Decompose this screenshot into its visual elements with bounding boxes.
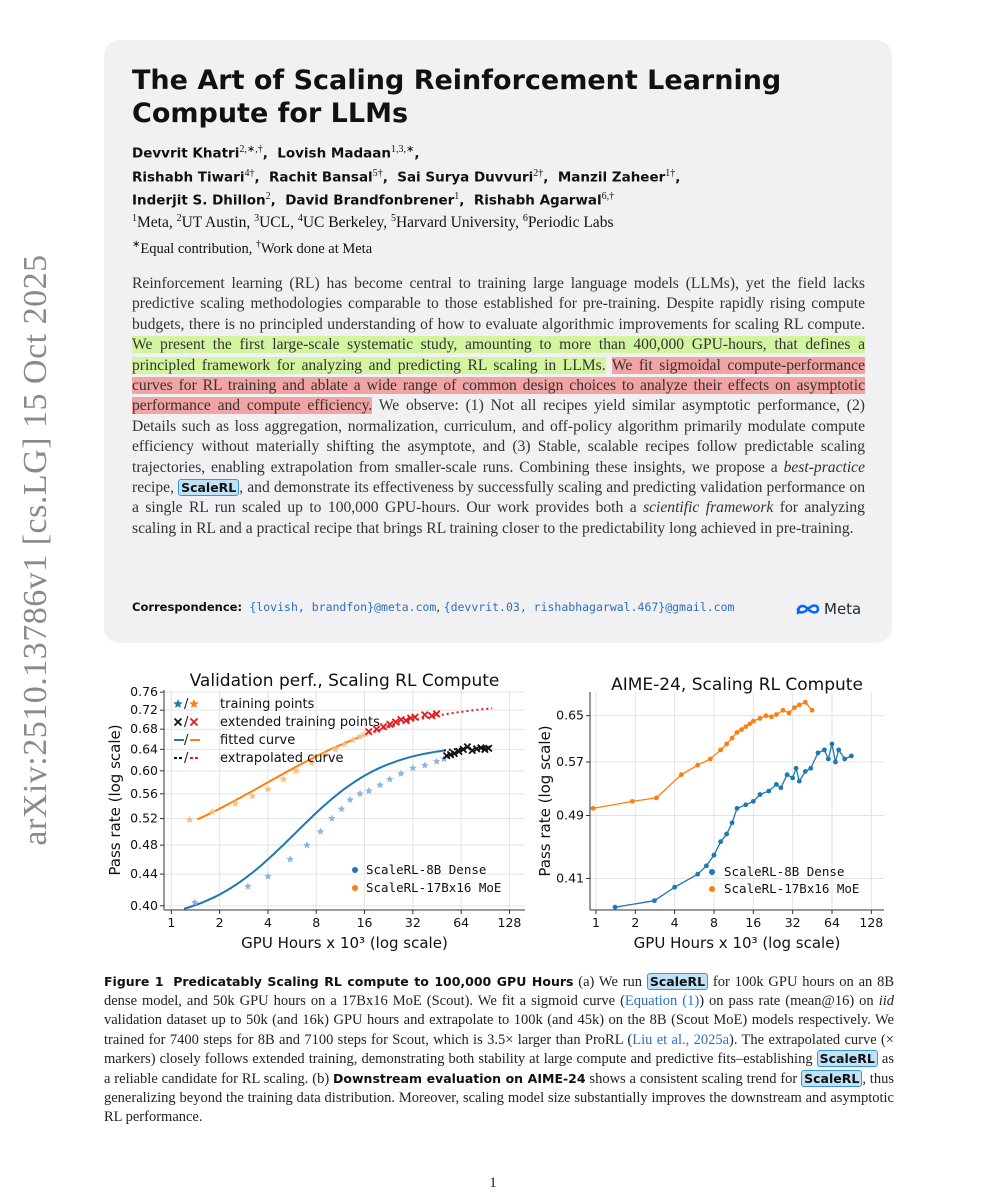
data-point-moe [739,727,744,732]
y-tick-label: 0.56 [130,785,158,801]
x-axis-label: GPU Hours x 10³ (log scale) [241,934,448,952]
highlight-red: We fit sigmoidal compute-performance curves for RL training and ablate a wide range of common design choices to analyze their effects on asymptotic performance and compute efficiency. [132,356,865,415]
legend-label: training points [220,697,315,712]
author: David Brandfonbrener [285,192,455,209]
legend-dot [709,886,715,892]
highlight-green: We present the first large-scale systematic study, amounting to more than 400,000 GPU-hours, that defines a principled framework for analyzing and predicting RL scaling in LLMs. [132,336,865,374]
chart-aime24 [534,664,894,956]
data-point-dense [712,853,717,858]
affiliation: Harvard University [395,214,516,232]
training-point-dense [433,758,441,765]
training-point-dense [286,855,294,862]
author: Rishabh Agarwal [473,192,602,209]
data-point-moe [735,730,740,735]
data-point-dense [808,766,813,771]
series-line-moe [593,702,812,808]
legend-star-moe [189,699,199,708]
data-point-moe [654,796,659,801]
training-point-moe [349,736,357,743]
equation-link[interactable]: Equation (1) [624,993,700,1010]
data-point-dense [718,839,723,844]
x-tick-label: 4 [670,915,679,930]
affiliation: Meta [137,214,169,232]
data-point-dense [849,754,854,759]
data-point-moe [787,711,792,716]
email-link[interactable]: {devvrit.03, rishabhagarwal.467}@gmail.com [443,600,735,614]
y-tick-label: 0.68 [130,721,158,737]
training-point-dense [317,828,325,835]
training-point-dense [346,796,354,803]
affiliations: $^1$Meta, $^2$UT Austin, $^3$UCL, $^4$UC Berkeley, $^5$Harvard University, $^6$Periodic Labs ∗Equal contribution, †Work done at Meta [132,213,614,257]
x-tick-label: 2 [215,915,224,930]
scalerl-badge: ScaleRL [801,1070,862,1087]
training-point-moe [231,800,239,807]
data-point-dense [695,872,700,877]
training-point-moe [280,775,288,782]
x-tick-label: 32 [784,915,801,930]
x-tick-label: 2 [631,915,640,930]
citation-link[interactable]: Liu et al., 2025a [632,1031,730,1048]
data-point-moe [797,703,802,708]
x-tick-label: 16 [356,915,373,930]
x-axis-label: GPU Hours x 10³ (log scale) [633,934,841,952]
data-point-dense [778,785,783,790]
data-point-moe [718,747,723,752]
training-point-dense [303,841,311,848]
affiliation: UC Berkeley [302,214,384,232]
data-point-dense [790,776,795,781]
author: Devvrit Khatri [132,145,240,162]
legend-slash: / [184,751,189,766]
legend-dot [352,885,358,891]
y-tick-label: 0.44 [130,866,158,882]
legend-slash: / [184,715,189,730]
affiliation: Periodic Labs [527,214,614,232]
data-point-dense [766,789,771,794]
training-point-dense [421,761,429,768]
x-tick-label: 128 [497,915,522,930]
data-point-moe [774,712,779,717]
training-point-dense [328,815,336,822]
legend-series-label: ScaleRL-17Bx16 MoE [366,880,502,895]
x-tick-label: 8 [312,915,321,930]
data-point-dense [652,898,657,903]
author: Sai Surya Duvvuri [397,169,534,185]
author-notes: ∗Equal contribution, †Work done at Meta [132,239,373,257]
author: Rishabh Tiwari [132,169,245,185]
data-point-moe [764,713,769,718]
data-point-dense [803,769,808,774]
legend-series-label: ScaleRL-8B Dense [366,862,487,877]
scalerl-badge: ScaleRL [647,973,708,990]
data-point-moe [730,736,735,741]
legend-slash: / [184,733,189,748]
author: Rachit Bansal [269,169,373,185]
data-point-moe [781,708,786,713]
x-tick-label: 32 [404,915,421,930]
chart-validation-perf [104,664,532,956]
data-point-dense [826,757,831,762]
data-point-moe [591,806,596,811]
data-point-dense [822,747,827,752]
author: Lovish Madaan [277,145,391,162]
correspondence: Correspondence: {lovish, brandfon}@meta.com, {devvrit.03, rishabhagarwal.467}@gmail.com [132,600,735,614]
y-tick-label: 0.64 [130,741,158,757]
training-point-moe [186,816,194,823]
chart-svg-a [104,664,532,956]
scalerl-badge: ScaleRL [178,479,239,496]
y-axis-label: Pass rate (log scale) [106,724,124,876]
data-point-dense [735,806,740,811]
author: Manzil Zaheer [557,169,666,185]
chart-svg-b [534,664,894,956]
data-point-dense [842,757,847,762]
legend-label: extended training points [220,715,380,730]
data-point-moe [792,705,797,710]
data-point-dense [704,863,709,868]
training-point-dense [386,775,394,782]
legend-label: extrapolated curve [220,751,344,766]
x-tick-label: 8 [710,915,718,930]
paper-title: The Art of Scaling Reinforcement Learning Compute for LLMs [132,65,782,129]
data-point-dense [774,782,779,787]
y-tick-label: 0.76 [130,684,158,700]
data-point-dense [794,766,799,771]
legend-label: fitted curve [220,733,296,748]
y-tick-label: 0.57 [556,754,584,770]
y-tick-label: 0.52 [130,810,158,826]
email-link[interactable]: {lovish, brandfon}@meta.com [249,600,437,614]
x-tick-label: 16 [745,915,762,930]
x-tick-label: 1 [592,915,600,930]
page-number: 1 [489,1175,497,1191]
meta-infinity-icon [795,602,821,616]
data-point-dense [797,779,802,784]
meta-logo: Meta [795,598,869,620]
y-tick-label: 0.65 [556,707,584,723]
data-point-moe [679,772,684,777]
legend-dot [709,869,715,875]
data-point-dense [785,772,790,777]
data-point-moe [751,719,756,724]
x-tick-label: 4 [263,915,272,930]
x-tick-label: 64 [453,915,470,930]
data-point-dense [724,832,729,837]
training-point-dense [365,787,373,794]
x-tick-label: 1 [167,915,176,930]
legend-series-label: ScaleRL-8B Dense [724,864,845,879]
data-point-dense [833,760,838,765]
data-point-moe [758,716,763,721]
data-point-moe [724,742,729,747]
data-point-moe [769,714,774,719]
data-point-dense [743,802,748,807]
legend-series-label: ScaleRL-17Bx16 MoE [724,881,860,896]
legend-dot [352,867,358,873]
arxiv-sidebar [6,190,66,910]
y-tick-label: 0.72 [130,702,158,718]
data-point-dense [730,820,735,825]
training-point-dense [356,790,364,797]
data-point-moe [803,700,808,705]
scalerl-badge: ScaleRL [817,1050,878,1067]
extended-point-moe [422,712,428,718]
x-tick-label: 64 [824,915,840,930]
x-tick-label: 128 [859,915,884,930]
legend-slash: / [184,697,189,712]
y-axis-label: Pass rate (log scale) [536,725,554,877]
data-point-dense [816,750,821,755]
chart-title: Validation perf., Scaling RL Compute [189,671,500,691]
data-point-moe [743,724,748,729]
data-point-moe [708,757,713,762]
data-point-dense [672,885,677,890]
training-point-dense [338,805,346,812]
y-tick-label: 0.60 [130,762,158,778]
affiliation: UCL [259,214,291,232]
y-tick-label: 0.41 [556,870,584,886]
chart-title: AIME-24, Scaling RL Compute [611,675,863,695]
data-point-moe [810,708,815,713]
y-tick-label: 0.40 [130,897,158,913]
legend-x-moe [191,719,198,726]
figure-caption: Figure 1 Predicatably Scaling RL compute to 100,000 GPU Hours (a) We run ScaleRL for 100k GPU hours on an 8B dense model, and 50k GPU hours on a 17Bx16 MoE (Scout). We fit a sigmoid curve (Equation (1)) on pass rate (mean@16) on iid validation dataset up to 50k (and 16k) GPU hours and extrapolate to 100k (and 45k) on the 8B (Scout MoE) models respectively. We trained for 7400 steps for 8B and 7100 steps for Scout, which is 3.5× larger than ProRL (Liu et al., 2025a). The extrapolated curve (× markers) closely follows extended training, demonstrating both stability at large compute and predictive fits–establishing ScaleRL as a reliable candidate for RL scaling. (b) Downstream evaluation on AIME-24 shows a consistent scaling trend for ScaleRL , thus generalizing beyond the training data distribution. Moreover, scaling model size substantially improves the downstream and asymptotic RL performance. [104,974,895,1126]
data-point-dense [836,747,841,752]
abstract: Reinforcement learning (RL) has become central to training large language models (LLMs), yet the field lacks predictive scaling methodologies comparable to those established for pre-training. Despite rapidly rising compute budgets, there is no principled understanding of how to evaluate algorithmic improvements for scaling RL compute. We present the first large-scale systematic study, amounting to more than 400,000 GPU-hours, that defines a principled framework for analyzing and predicting RL scaling in LLMs. We fit sigmoidal compute-performance curves for RL training and ablate a wide range of common design choices to analyze their effects on asymptotic performance and compute efficiency. We observe: (1) Not all recipes yield similar asymptotic performance, (2) Details such as loss aggregation, normalization, curriculum, and off-policy algorithm primarily modulate compute efficiency without materially shifting the asymptote, and (3) Stable, scalable recipes follow predictable scaling trajectories, enabling extrapolation from smaller-scale runs. Combining these insights, we propose a best-practice recipe, ScaleRL , and demonstrate its effectiveness by successfully scaling and predicting validation performance on a single RL run scaled up to 100,000 GPU-hours. Our work provides both a scientific framework for analyzing scaling in RL and a practical recipe that brings RL training closer to the predictability long achieved in pre-training. [132,275,865,537]
data-point-dense [613,905,618,910]
legend-star-dense [173,699,183,708]
y-tick-label: 0.48 [130,837,158,853]
legend-x-dense [175,719,182,726]
data-point-dense [758,792,763,797]
data-point-moe [630,799,635,804]
y-tick-label: 0.49 [556,807,584,823]
affiliation: UT Austin [181,214,247,232]
author-list: Devvrit Khatri$^{2,∗,\dagger}$, Lovish Madaan$^{1,3,∗}$, Rishabh Tiwari$^{4\dagger}$, Rachit Bansal$^{5\dagger}$, Sai Surya Duvvuri$^{2\dagger}$, Manzil Zaheer$^{1\dagger}$, Inderjit S. Dhillon$^2$, David Brandfonbrener$^1$, Rishabh Agarwal$^{6,\dagger}$ [132,144,681,209]
data-point-dense [830,742,835,747]
arxiv-identifier: arXiv:2510.13786v1 [cs.LG] 15 Oct 2025 [17,254,54,846]
data-point-dense [751,799,756,804]
author: Inderjit S. Dhillon [132,192,266,209]
training-point-dense [244,882,252,889]
data-point-moe [695,763,700,768]
training-point-dense [376,781,384,788]
